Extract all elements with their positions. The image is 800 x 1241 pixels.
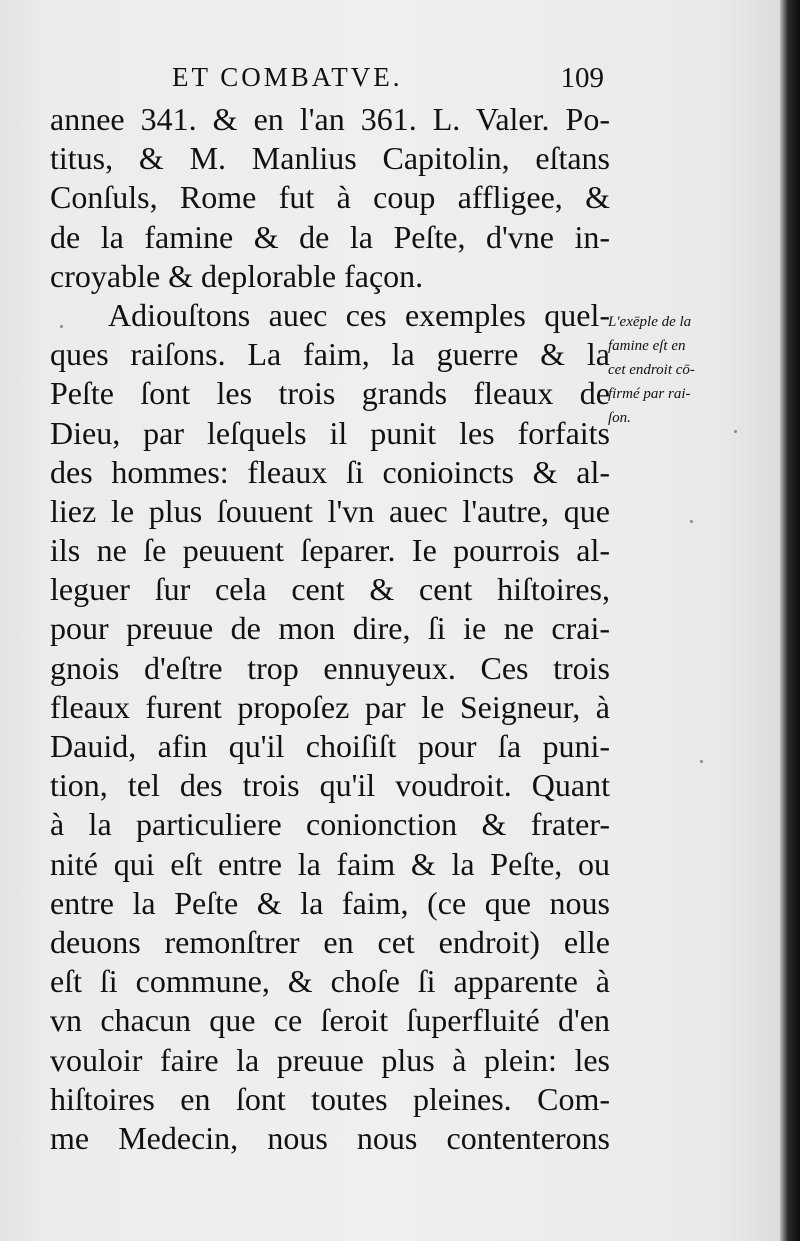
- text-line: croyable & deplorable façon.: [50, 257, 424, 294]
- paper-speck: [700, 760, 703, 763]
- margin-note-line: firmé par rai-: [608, 386, 691, 402]
- margin-note: [608, 310, 778, 430]
- text-line: entre la Peſte & la faim, (ce que nous: [50, 884, 610, 921]
- text-line: annee 341. & en l'an 361. L. Valer. Po-: [50, 101, 610, 137]
- running-title: ET COMBATVE.: [172, 62, 403, 92]
- text-line: eſt ſi commune, & choſe ſi apparente à: [50, 963, 610, 1000]
- text-line: vn chacun que ce ſeroit ſuperfluité d'en: [50, 1002, 610, 1039]
- page-edge-shadow: [780, 0, 800, 1241]
- text-line: gnois d'eſtre trop ennuyeux. Ces trois: [50, 649, 610, 686]
- text-line: ques raiſons. La faim, la guerre & la: [50, 336, 610, 373]
- text-line: des hommes: fleaux ſi conioincts & al-: [50, 453, 610, 490]
- text-line: pour preuue de mon dire, ſi ie ne crai-: [50, 610, 610, 647]
- text-line: nité qui eſt entre la faim & la Peſte, ou: [50, 845, 610, 882]
- page-header: [172, 62, 604, 102]
- margin-note-line: famine eſt en: [608, 338, 686, 354]
- text-line: fleaux furent propoſez par le Seigneur, à: [50, 688, 610, 725]
- text-line: hiſtoires en ſont toutes pleines. Com-: [50, 1080, 610, 1117]
- text-line: Dauid, afin qu'il choiſiſt pour ſa puni-: [50, 728, 610, 764]
- page-number: 109: [560, 62, 604, 94]
- text-line: titus, & M. Manlius Capitolin, eſtans: [50, 140, 610, 177]
- text-line: de la famine & de la Peſte, d'vne in-: [50, 218, 610, 255]
- paper-speck: [60, 325, 63, 328]
- text-line: vouloir faire la preuue plus à plein: les: [50, 1041, 610, 1078]
- text-line: Conſuls, Rome fut à coup affligee, &: [50, 179, 610, 216]
- margin-note-line: L'exēple de la: [608, 314, 692, 330]
- text-line: liez le plus ſouuent l'vn auec l'autre, que: [50, 492, 610, 529]
- text-line: deuons remonſtrer en cet endroit) elle: [50, 923, 610, 960]
- text-line: me Medecin, nous nous contenterons: [50, 1119, 610, 1156]
- body-text: [50, 100, 610, 1158]
- text-line: Adiouſtons auec ces exemples quel-: [108, 296, 610, 333]
- margin-note-line: ſon.: [608, 410, 631, 426]
- paper-speck: [690, 520, 693, 523]
- text-line: Dieu, par leſquels il punit les forfaits: [50, 414, 610, 451]
- text-line: tion, tel des trois qu'il voudroit. Quant: [50, 767, 610, 804]
- text-line: ils ne ſe peuuent ſeparer. Ie pourrois al-: [50, 532, 610, 569]
- paper-speck: [734, 430, 737, 433]
- text-line: Peſte ſont les trois grands fleaux de: [50, 375, 610, 412]
- text-line: à la particuliere conionction & frater-: [50, 806, 610, 843]
- margin-note-line: cet endroit cō-: [608, 362, 695, 378]
- text-line: leguer ſur cela cent & cent hiſtoires,: [50, 571, 610, 608]
